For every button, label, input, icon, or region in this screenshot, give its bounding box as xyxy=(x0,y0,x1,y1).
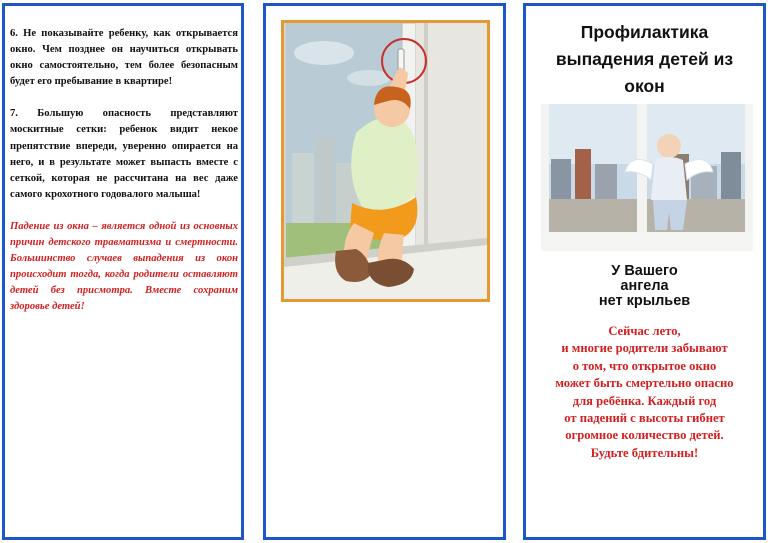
warning-line: для ребёнка. Каждый год xyxy=(572,393,717,408)
right-panel xyxy=(523,3,766,540)
brochure-title xyxy=(526,19,763,100)
warning-line: Будьте бдительны! xyxy=(590,445,699,460)
warning-line: о том, что открытое окно xyxy=(572,358,717,373)
warning-line: от падений с высоты гибнет xyxy=(564,411,725,426)
tip-6: 6. Не показывайте ребенку, как открывается окно. Чем позднее он научиться открывать окно самостоятельно, тем более безопасным будет его пребывание в квартире! xyxy=(10,28,238,88)
title-line: Профилактика xyxy=(580,22,709,42)
child-at-window-illustration xyxy=(281,20,490,302)
slogan xyxy=(526,264,763,309)
warning-line: огромное количество детей. xyxy=(565,428,724,443)
illustration-graphic xyxy=(284,23,487,299)
angel-child-photo xyxy=(541,104,753,251)
photo-graphic xyxy=(541,104,753,251)
title-line: выпадения детей из xyxy=(555,49,734,69)
summer-warning xyxy=(526,323,763,462)
slogan-line: У Вашего xyxy=(611,263,678,279)
warning-line: Сейчас лето, xyxy=(608,324,681,338)
warning-line: и многие родители забывают xyxy=(561,341,728,356)
tip-7: 7. Большую опасность представляют москитные сетки: ребенок видит некое препятствие впереди, уверенно опирается на него, и в результате может выпасть вместе с сеткой, которая не рассчитана на вес даже самого крохотного годовалого малыша! xyxy=(10,108,238,200)
slogan-line: ангела xyxy=(620,278,669,294)
left-panel-content xyxy=(10,26,238,332)
slogan-line: нет крыльев xyxy=(598,293,691,309)
left-panel xyxy=(2,3,244,540)
warning-paragraph: Падение из окна – является одной из основных причин детского травматизма и смертности. Большинство случаев выпадения из окон происходит тогда, когда родители оставляют детей без присмотра. Вместе сохраним здоровье детей! xyxy=(10,220,238,313)
title-line: окон xyxy=(624,76,665,96)
warning-line: может быть смертельно опасно xyxy=(555,376,734,391)
middle-panel xyxy=(263,3,506,540)
